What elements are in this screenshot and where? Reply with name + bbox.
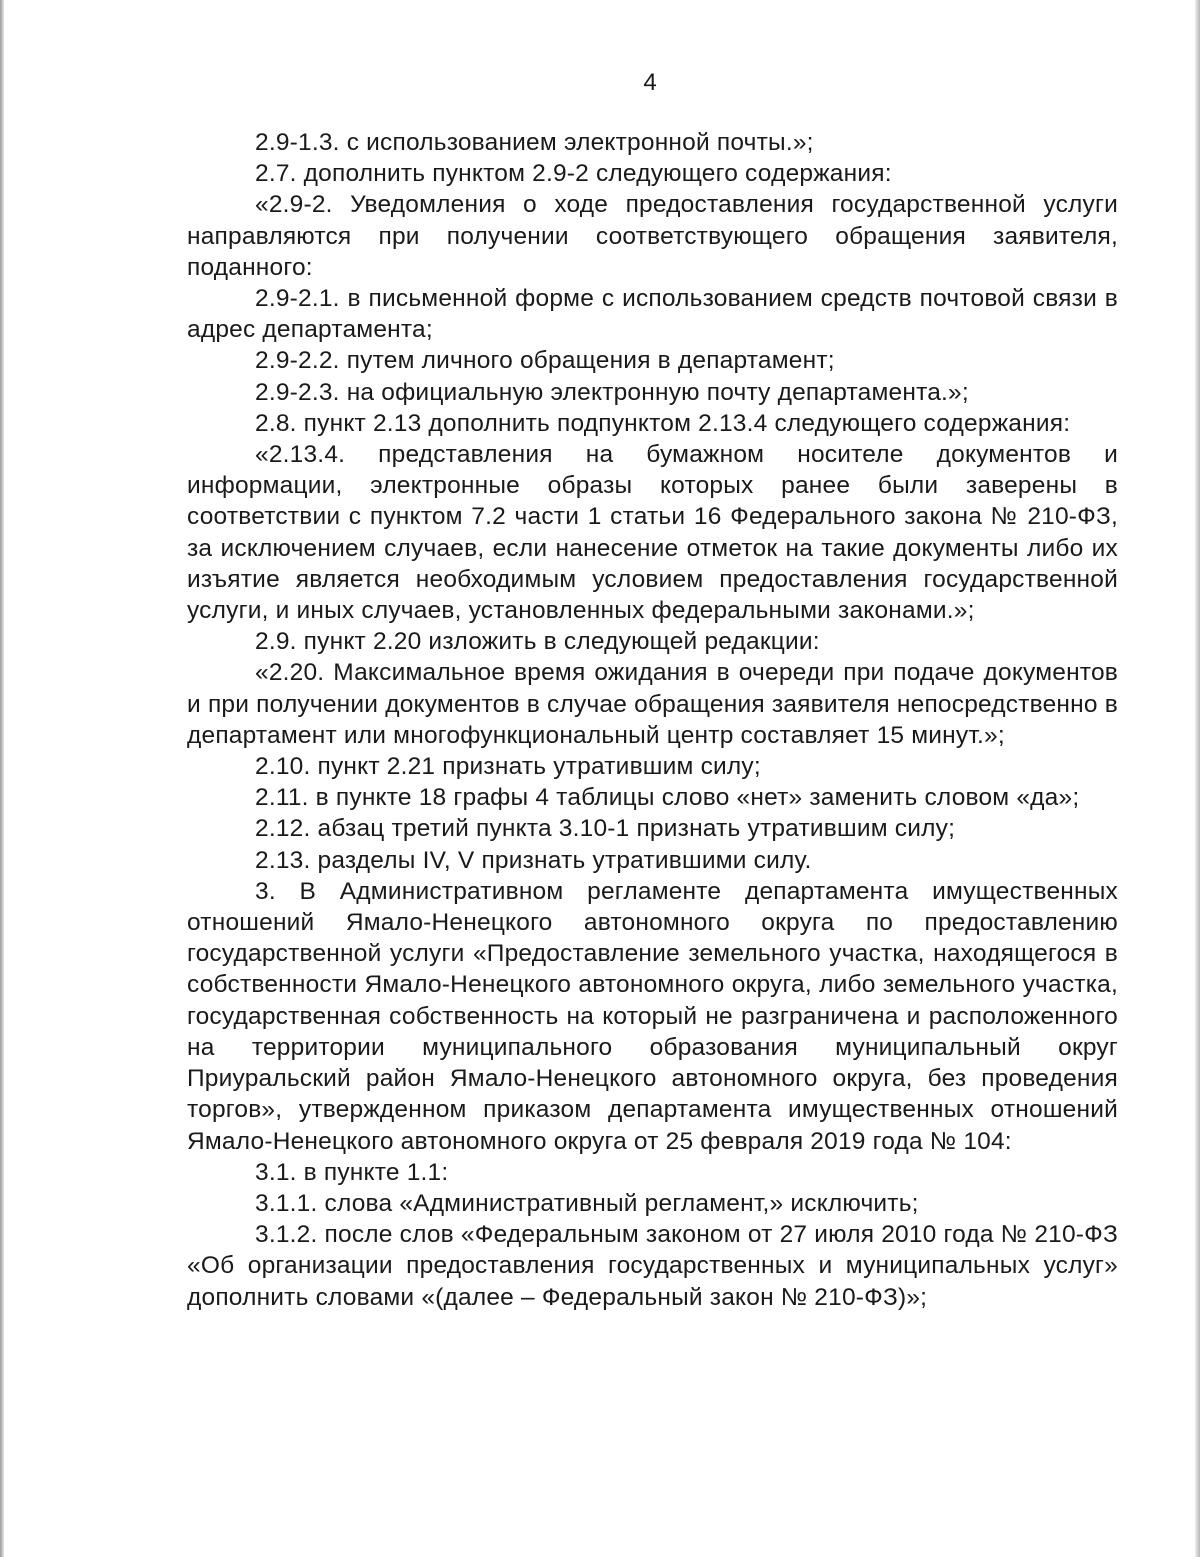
paragraph: «2.9-2. Уведомления о ходе предоставления государственной услуги направляются при получении соответствующего обращения заявителя, поданного: bbox=[187, 191, 1118, 281]
paragraph: 2.7. дополнить пунктом 2.9-2 следующего содержания: bbox=[255, 160, 892, 188]
document-body bbox=[187, 127, 1118, 1313]
paragraph: 2.9-2.1. в письменной форме с использованием средств почтовой связи в адрес департамента; bbox=[187, 285, 1118, 344]
paragraph: 2.10. пункт 2.21 признать утратившим силу; bbox=[255, 753, 761, 781]
paragraph: 2.13. разделы IV, V признать утратившими силу. bbox=[255, 846, 812, 874]
scan-edge-left bbox=[0, 0, 4, 1557]
paragraph: 2.12. абзац третий пункта 3.10-1 признать утратившим силу; bbox=[255, 815, 956, 843]
paragraph: «2.13.4. представления на бумажном носителе документов и информации, электронные образы которых ранее были заверены в соответствии с пунктом 7.2 части 1 статьи 16 Федерального закона № 210-ФЗ, за исключением случаев, если нанесение отметок на такие документы либо их изъятие является необходимым условием предоставления государственной услуги, и иных случаев, установленных федеральными законами.»; bbox=[187, 441, 1118, 625]
paragraph: 2.9-2.3. на официальную электронную почту департамента.»; bbox=[255, 378, 969, 406]
paragraph: 3.1.2. после слов «Федеральным законом от 27 июля 2010 года № 210-ФЗ «Об организации предоставления государственных и муниципальных услуг» дополнить словами «(далее – Федеральный закон № 210-ФЗ)»; bbox=[187, 1221, 1118, 1311]
page-number: 4 bbox=[643, 69, 657, 96]
paragraph: 2.8. пункт 2.13 дополнить подпунктом 2.13.4 следующего содержания: bbox=[255, 409, 1071, 437]
paragraph: 2.11. в пункте 18 графы 4 таблицы слово «нет» заменить словом «да»; bbox=[255, 784, 1080, 812]
scan-edge-right bbox=[1195, 0, 1200, 1557]
paragraph: «2.20. Максимальное время ожидания в очереди при подаче документов и при получении документов в случае обращения заявителя непосредственно в департамент или многофункциональный центр составляет 15 минут.»; bbox=[187, 659, 1118, 749]
paragraph: 3.1.1. слова «Административный регламент,» исключить; bbox=[255, 1189, 919, 1217]
paragraph: 3.1. в пункте 1.1: bbox=[255, 1158, 449, 1186]
paragraph: 2.9-1.3. с использованием электронной почты.»; bbox=[255, 129, 814, 156]
paragraph: 3. В Административном регламенте департамента имущественных отношений Ямало-Ненецкого автономного округа по предоставлению государственной услуги «Предоставление земельного участка, находящегося в собственности Ямало-Ненецкого автономного округа, либо земельного участка, государственная собственность на который не разграничена и расположенного на территории муниципального образования муниципальный округ Приуральский район Ямало-Ненецкого автономного округа, без проведения торгов», утвержденном приказом департамента имущественных отношений Ямало-Ненецкого автономного округа от 25 февраля 2019 года № 104: bbox=[187, 877, 1118, 1155]
paragraph: 2.9. пункт 2.20 изложить в следующей редакции: bbox=[255, 628, 820, 656]
paragraph: 2.9-2.2. путем личного обращения в департамент; bbox=[255, 347, 835, 375]
